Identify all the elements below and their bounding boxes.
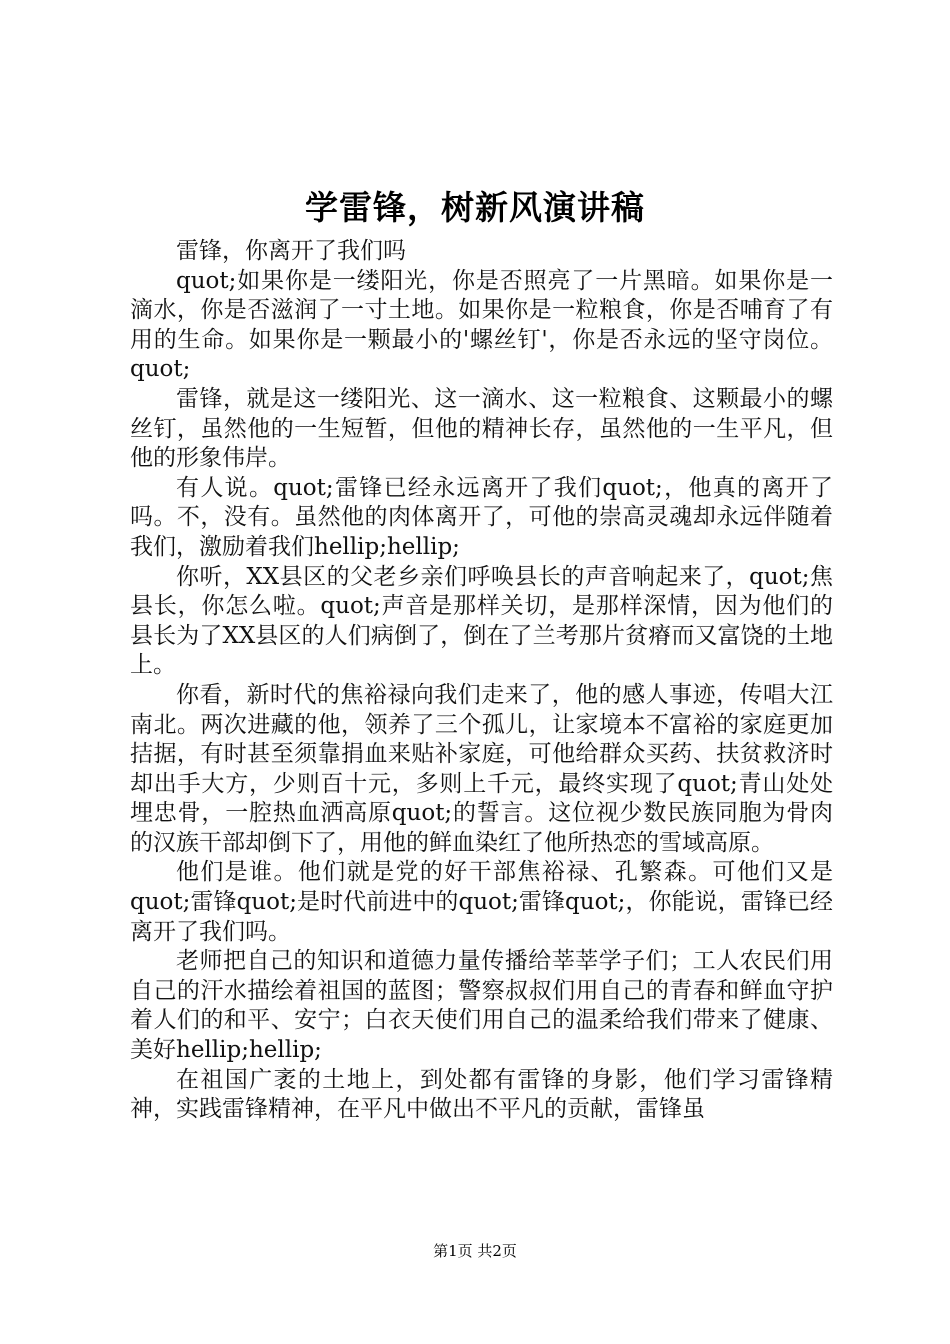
page-number-footer: 第1页 共2页 (433, 1242, 517, 1260)
document-body (130, 237, 833, 1125)
paragraph: 在祖国广袤的土地上，到处都有雷锋的身影，他们学习雷锋精神，实践雷锋精神，在平凡中做出不平凡的贡献，雷锋虽 (130, 1066, 833, 1123)
paragraph: 他们是谁。他们就是党的好干部焦裕禄、孔繁森。可他们又是quot;雷锋quot;是时代前进中的quot;雷锋quot;，你能说，雷锋已经离开了我们吗。 (130, 859, 833, 945)
paragraph: 有人说。quot;雷锋已经永远离开了我们quot;，他真的离开了吗。不，没有。虽然他的肉体离开了，可他的崇高灵魂却永远伴随着我们，激励着我们hellip;hellip; (130, 474, 833, 560)
paragraph: quot;如果你是一缕阳光，你是否照亮了一片黑暗。如果你是一滴水，你是否滋润了一寸土地。如果你是一粒粮食，你是否哺育了有用的生命。如果你是一颗最小的'螺丝钉'，你是否永远的坚守岗位。quot; (130, 267, 833, 383)
document-title: 学雷锋，树新风演讲稿 (305, 188, 645, 227)
paragraph: 雷锋，就是这一缕阳光、这一滴水、这一粒粮食、这颗最小的螺丝钉，虽然他的一生短暂，但他的精神长存，虽然他的一生平凡，但他的形象伟岸。 (130, 385, 833, 472)
paragraph: 你听，XX县区的父老乡亲们呼唤县长的声音响起来了，quot;焦县长，你怎么啦。quot;声音是那样关切，是那样深情，因为他们的县长为了XX县区的人们病倒了，倒在了兰考那片贫瘠而又富饶的土地上。 (130, 563, 833, 679)
paragraph: 老师把自己的知识和道德力量传播给莘莘学子们；工人农民们用自己的汗水描绘着祖国的蓝图；警察叔叔们用自己的青春和鲜血守护着人们的和平、安宁；白衣天使们用自己的温柔给我们带来了健康、美好hellip;hellip; (130, 948, 833, 1064)
paragraph: 你看，新时代的焦裕禄向我们走来了，他的感人事迹，传唱大江南北。两次进藏的他，领养了三个孤儿，让家境本不富裕的家庭更加拮据，有时甚至须靠捐血来贴补家庭，可他给群众买药、扶贫救济时却出手大方，少则百十元，多则上千元，最终实现了quot;青山处处埋忠骨，一腔热血洒高原quot;的誓言。这位视少数民族同胞为骨肉的汉族干部却倒下了，用他的鲜血染红了他所热恋的雪域高原。 (130, 681, 833, 856)
paragraph: 雷锋，你离开了我们吗 (176, 238, 406, 264)
